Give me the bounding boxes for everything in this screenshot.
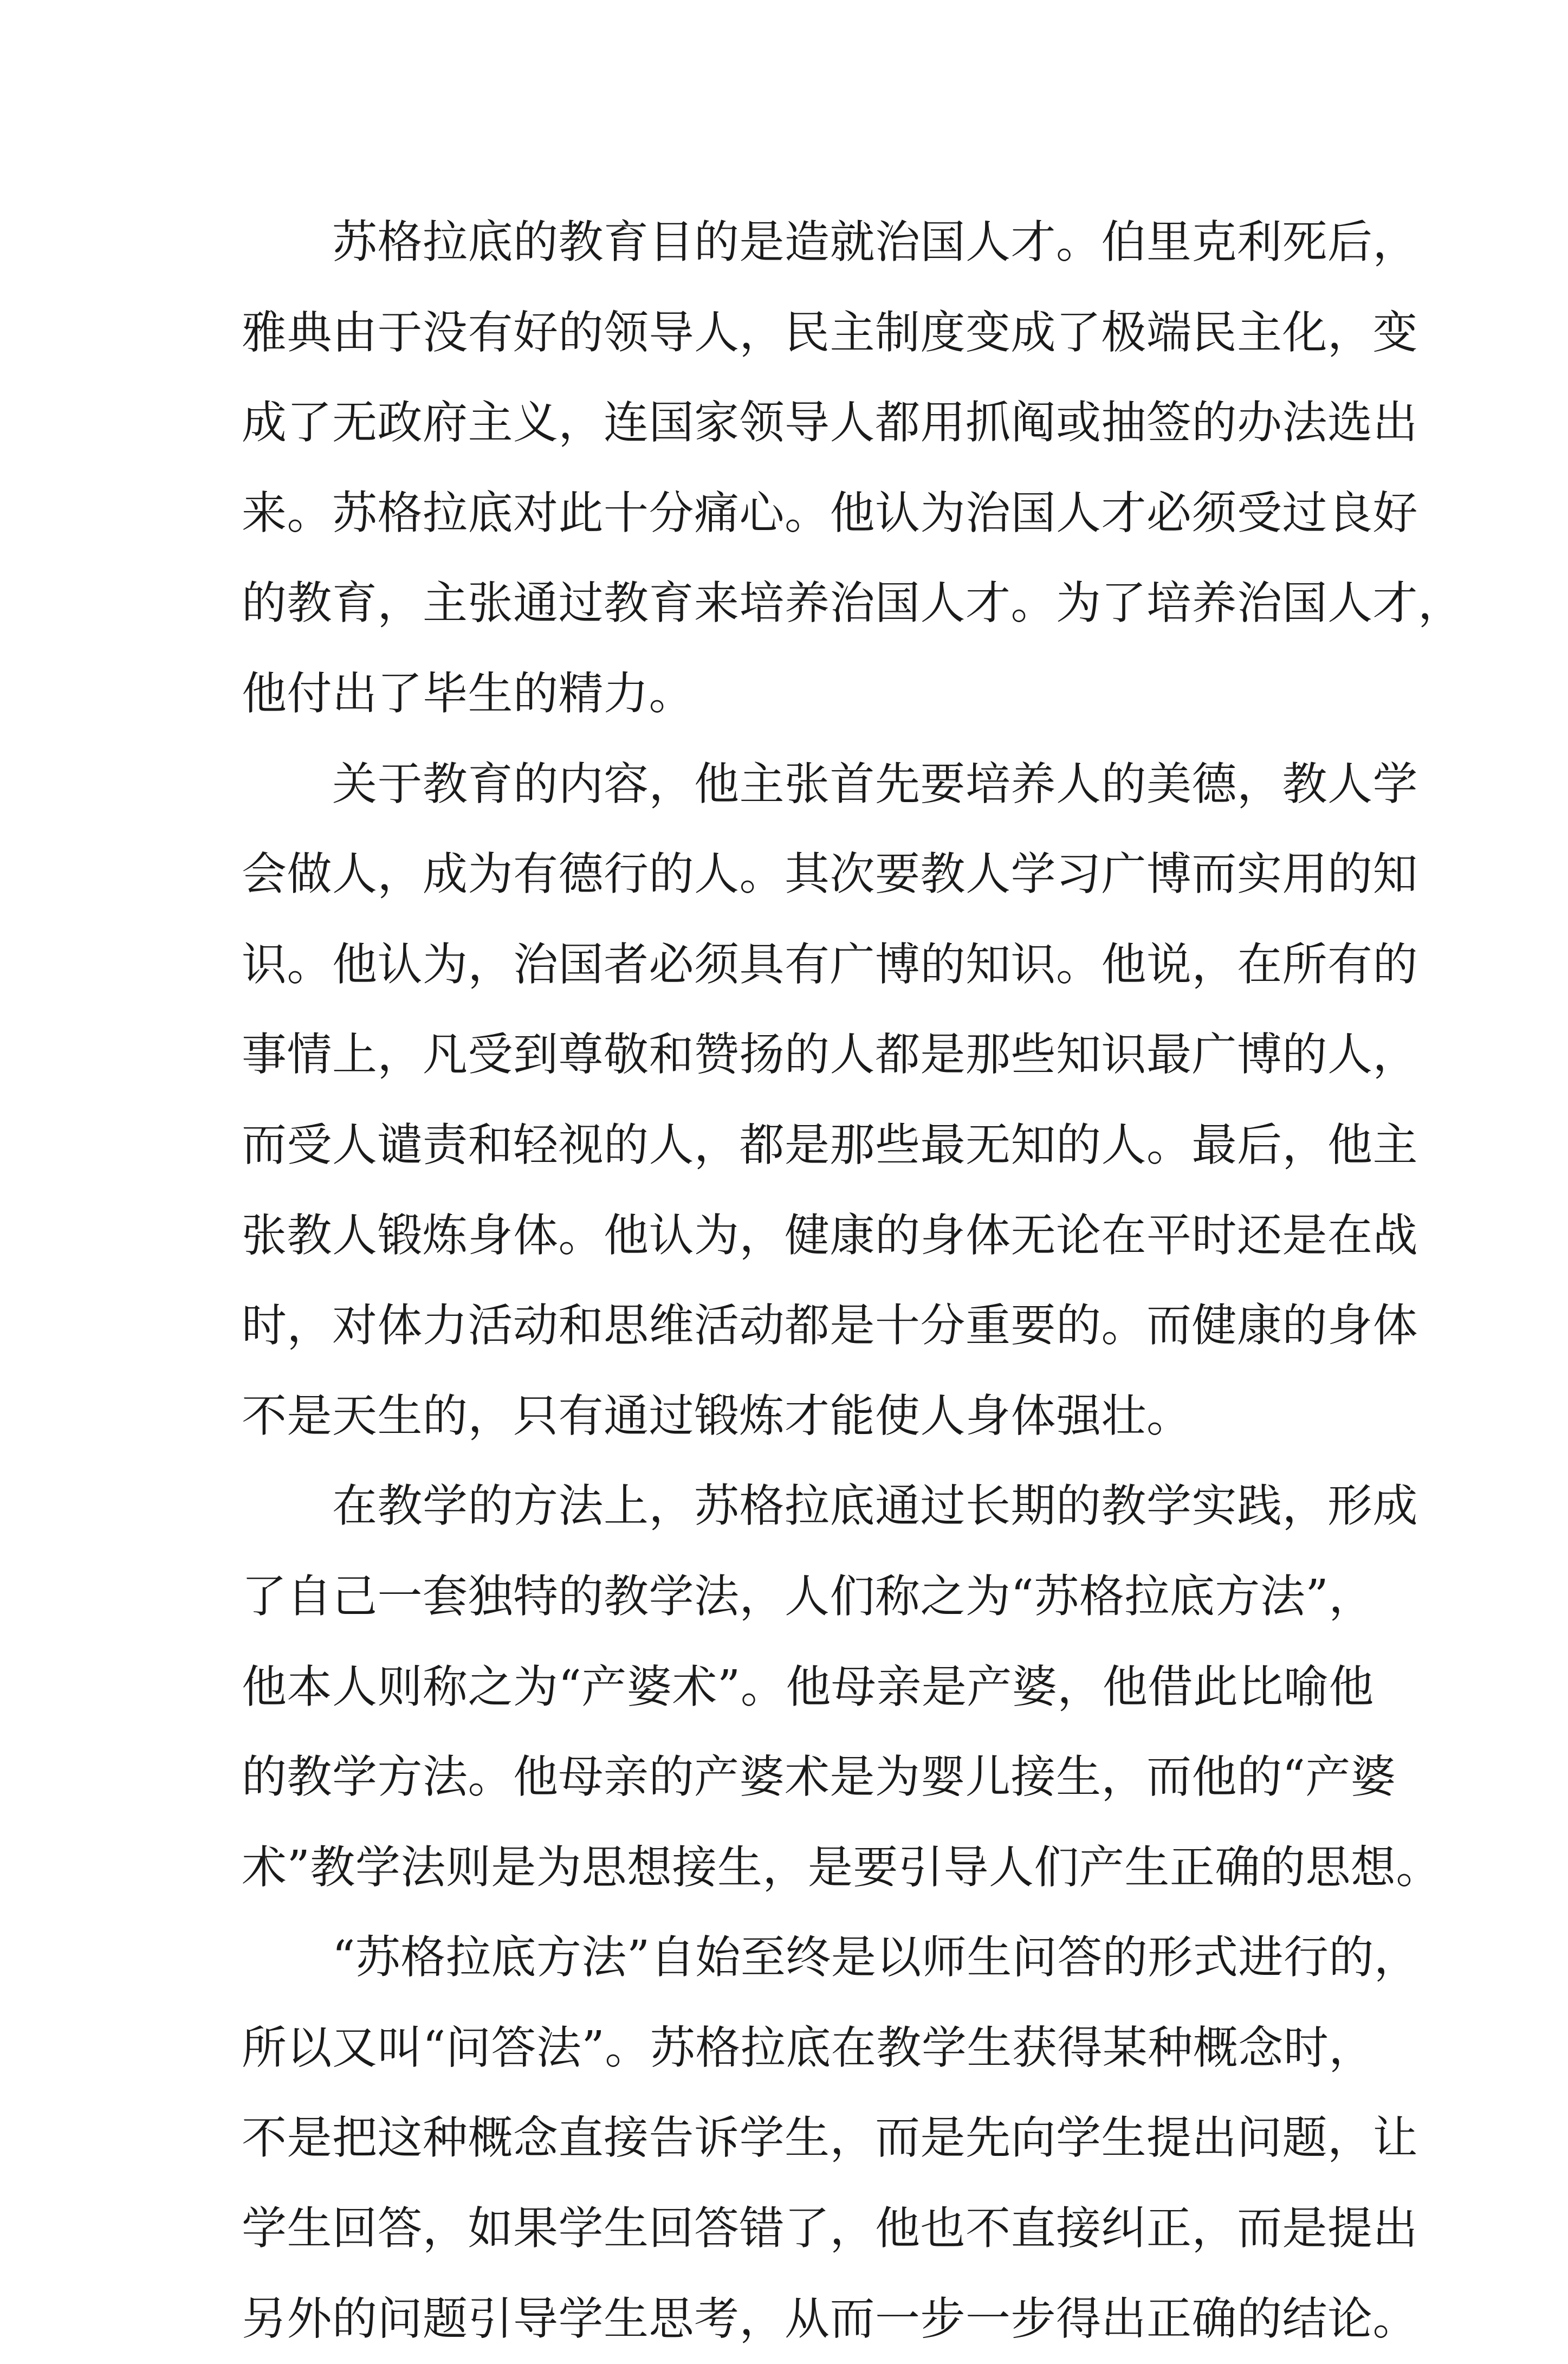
text-line: 的教学方法。他母亲的产婆术是为婴儿接生，而他的“产婆: [242, 1751, 1396, 1804]
body-text: [242, 197, 1463, 2364]
text-line: 时，对体力活动和思维活动都是十分重要的。而健康的身体: [242, 1299, 1418, 1352]
text-line: 所以又叫“问答法”。苏格拉底在教学生获得某种概念时，: [242, 2021, 1374, 2074]
text-line: 另外的问题引导学生思考，从而一步一步得出正确的结论。: [242, 2292, 1418, 2345]
text-line: 苏格拉底的教育目的是造就治国人才。伯里克利死后，: [242, 216, 1418, 268]
text-line: 不是把这种概念直接告诉学生，而是先向学生提出问题，让: [242, 2111, 1418, 2165]
text-line: 而受人谴责和轻视的人，都是那些最无知的人。最后，他主: [242, 1118, 1418, 1171]
text-line: 术”教学法则是为思想接生，是要引导人们产生正确的思想。: [242, 1840, 1441, 1894]
text-line: 不是天生的，只有通过锻炼才能使人身体强壮。: [242, 1389, 1192, 1442]
text-line: 事情上，凡受到尊敬和赞扬的人都是那些知识最广博的人，: [242, 1028, 1418, 1081]
text-line: 来。苏格拉底对此十分痛心。他认为治国人才必须受过良好: [242, 486, 1418, 539]
text-line: 的教育，主张通过教育来培养治国人才。为了培养治国人才，: [242, 577, 1463, 630]
text-line: 了自己一套独特的教学法，人们称之为“苏格拉底方法”，: [242, 1569, 1374, 1623]
text-line: 雅典由于没有好的领导人，民主制度变成了极端民主化，变: [242, 306, 1418, 359]
text-line: 在教学的方法上，苏格拉底通过长期的教学实践，形成: [242, 1480, 1418, 1533]
text-line: 张教人锻炼身体。他认为，健康的身体无论在平时还是在战: [242, 1209, 1418, 1262]
text-line: 识。他认为，治国者必须具有广博的知识。他说，在所有的: [242, 938, 1418, 991]
text-line: 关于教育的内容，他主张首先要培养人的美德，教人学: [242, 757, 1418, 810]
text-line: 会做人，成为有德行的人。其次要教人学习广博而实用的知: [242, 848, 1418, 901]
text-line: 成了无政府主义，连国家领导人都用抓阄或抽签的办法选出: [242, 396, 1418, 449]
text-line: 他本人则称之为“产婆术”。他母亲是产婆，他借此比喻他: [242, 1660, 1374, 1713]
text-line: 他付出了毕生的精力。: [242, 667, 694, 720]
text-line: “苏格拉底方法”自始至终是以师生问答的形式进行的，: [242, 1931, 1420, 1984]
text-line: 学生回答，如果学生回答错了，他也不直接纠正，而是提出: [242, 2202, 1418, 2255]
